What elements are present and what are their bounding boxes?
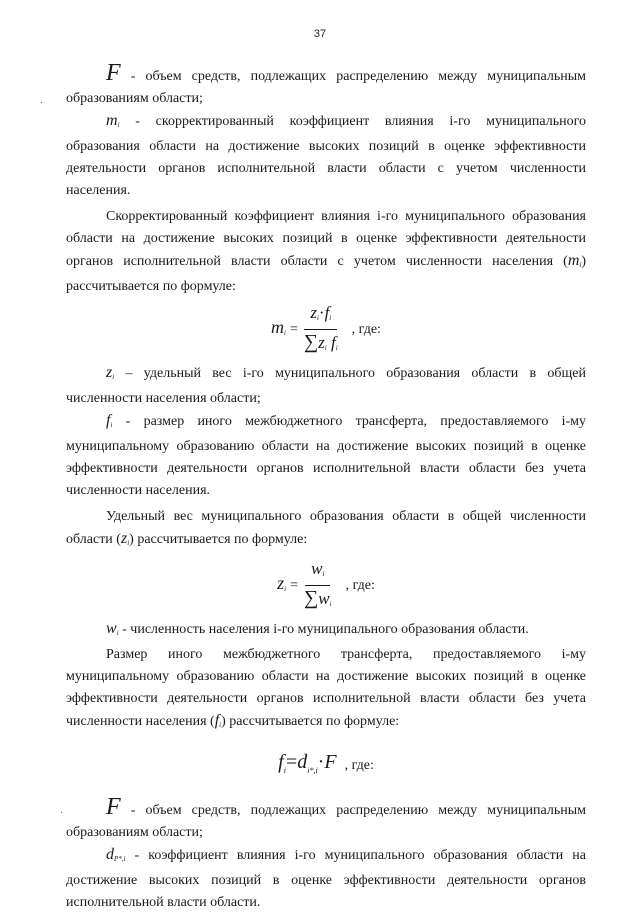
margin-mark: ·: [40, 98, 44, 109]
document-body: [66, 62, 586, 914]
formula-dot: ·: [318, 302, 325, 322]
formula-symbol: F: [324, 750, 337, 773]
formula-equals: =: [289, 322, 298, 337]
paragraph-text: - объем средств, подлежащих распределению между муниципальным образованиям области;: [66, 69, 586, 106]
paragraph-text: Скорректированный коэффициент влияния i-го муниципального образования области на достижение высоких позиций в оценке эффективности деятельности органов исполнительной власти области с учетом численности населения (: [66, 209, 586, 269]
formula-symbol: w: [318, 588, 330, 608]
symbol-sub: i: [579, 261, 582, 269]
formula-sub: i: [329, 599, 332, 608]
formula-fraction: [304, 303, 338, 358]
symbol-sub: i: [219, 721, 222, 729]
formula-denominator: [304, 330, 338, 358]
paragraph-F-definition-2: [66, 796, 586, 844]
symbol-m: m: [567, 252, 580, 269]
formula-symbol: d: [297, 750, 308, 773]
paragraph-text: - численность населения i-го муниципального образования области.: [118, 622, 529, 637]
formula-symbol: z: [310, 302, 317, 322]
paragraph-f-definition: [66, 410, 586, 502]
paragraph-text: - скорректированный коэффициент влияния i-го муниципального образования области на достижение высоких позиций в оценке эффективности деятельности органов исполнительной власти области с учетом численности населения.: [66, 114, 586, 198]
symbol-F: F: [106, 60, 121, 86]
formula-sub: i: [283, 765, 286, 775]
paragraph-text: ) рассчитывается по формуле:: [129, 532, 308, 547]
margin-mark: ·: [60, 808, 64, 819]
symbol-sub: P*,i: [114, 855, 126, 863]
formula-trailing: , где:: [345, 578, 375, 593]
page-number: 37: [313, 28, 327, 40]
formula-trailing: , где:: [351, 322, 381, 337]
formula-equals: =: [285, 750, 298, 773]
formula-symbol: z: [318, 332, 325, 352]
paragraph-f-intro: [66, 644, 586, 736]
formula-fraction: [304, 559, 332, 614]
formula-symbol: f: [278, 750, 284, 773]
symbol-sub: i: [112, 373, 115, 381]
formula-symbol: f: [330, 332, 336, 352]
formula-f: [66, 736, 586, 796]
formula-trailing: , где:: [344, 758, 374, 773]
symbol-m: m: [106, 112, 118, 129]
formula-dot: ·: [317, 750, 325, 773]
symbol-z: z: [120, 530, 128, 547]
formula-sub: i: [324, 343, 327, 352]
formula-lhs: [271, 316, 286, 344]
paragraph-text: - размер иного межбюджетного трансферта, предоставляемого i-му муниципальному образованию области на достижение высоких позиций в оценке эффективности деятельности органов исполнительной власти области без учета численности населения.: [66, 414, 586, 498]
symbol-sub: i: [127, 539, 130, 547]
paragraph-text: - объем средств, подлежащих распределению между муниципальным образованиям области;: [66, 803, 586, 840]
formula-symbol: z: [277, 573, 285, 593]
symbol-F: F: [106, 794, 121, 820]
formula-lhs: [277, 572, 286, 600]
symbol-z: z: [106, 364, 113, 381]
sigma-symbol: ∑: [304, 586, 319, 609]
formula-z: [66, 554, 586, 618]
paragraph-m-definition: [66, 110, 586, 202]
paragraph-text: Удельный вес муниципального образования области в общей численности области (: [66, 509, 586, 547]
paragraph-text: Размер иного межбюджетного трансферта, предоставляемого i-му муниципальному образованию области на достижение высоких позиций в оценке эффективности деятельности органов исполнительной власти области без учета численности населения (: [66, 647, 586, 729]
paragraph-z-intro: [66, 506, 586, 554]
paragraph-text: – удельный вес i-го муниципального образования области в общей численности населения области;: [66, 366, 586, 406]
symbol-sub: i: [117, 121, 120, 129]
paragraph-w-definition: [66, 618, 586, 644]
formula-expression: [278, 751, 336, 782]
paragraph-z-definition: [66, 362, 586, 410]
symbol-sub: i: [116, 629, 119, 637]
formula-numerator: [305, 559, 330, 586]
formula-sub: i: [284, 585, 287, 593]
paragraph-m-intro: [66, 206, 586, 298]
sigma-symbol: ∑: [303, 330, 319, 353]
formula-denominator: [304, 586, 332, 614]
formula-symbol: m: [271, 317, 285, 337]
formula-m: [66, 298, 586, 362]
formula-equals: =: [290, 578, 299, 593]
formula-sub: i: [316, 313, 319, 322]
symbol-f: f: [106, 412, 111, 429]
paragraph-d-definition: [66, 844, 586, 914]
symbol-d: d: [106, 846, 114, 863]
symbol-f: f: [214, 712, 220, 729]
formula-sub: i: [335, 343, 338, 352]
formula-symbol: w: [311, 558, 323, 578]
formula-numerator: [304, 303, 337, 330]
symbol-sub: i: [110, 421, 113, 429]
formula-sub: i: [284, 329, 286, 337]
formula-sub: i: [322, 569, 325, 578]
formula-sub: i: [329, 313, 332, 322]
paragraph-text: ) рассчитывается по формуле:: [66, 254, 586, 294]
paragraph-F-definition: [66, 62, 586, 110]
formula-sub: i*,i: [307, 765, 318, 775]
symbol-w: w: [106, 620, 117, 637]
paragraph-text: ) рассчитывается по формуле:: [221, 714, 400, 729]
paragraph-text: - коэффициент влияния i-го муниципального образования области на достижение высоких позиций в оценке эффективности деятельности органов исполнительной власти области.: [66, 848, 586, 910]
formula-symbol: f: [324, 302, 330, 322]
